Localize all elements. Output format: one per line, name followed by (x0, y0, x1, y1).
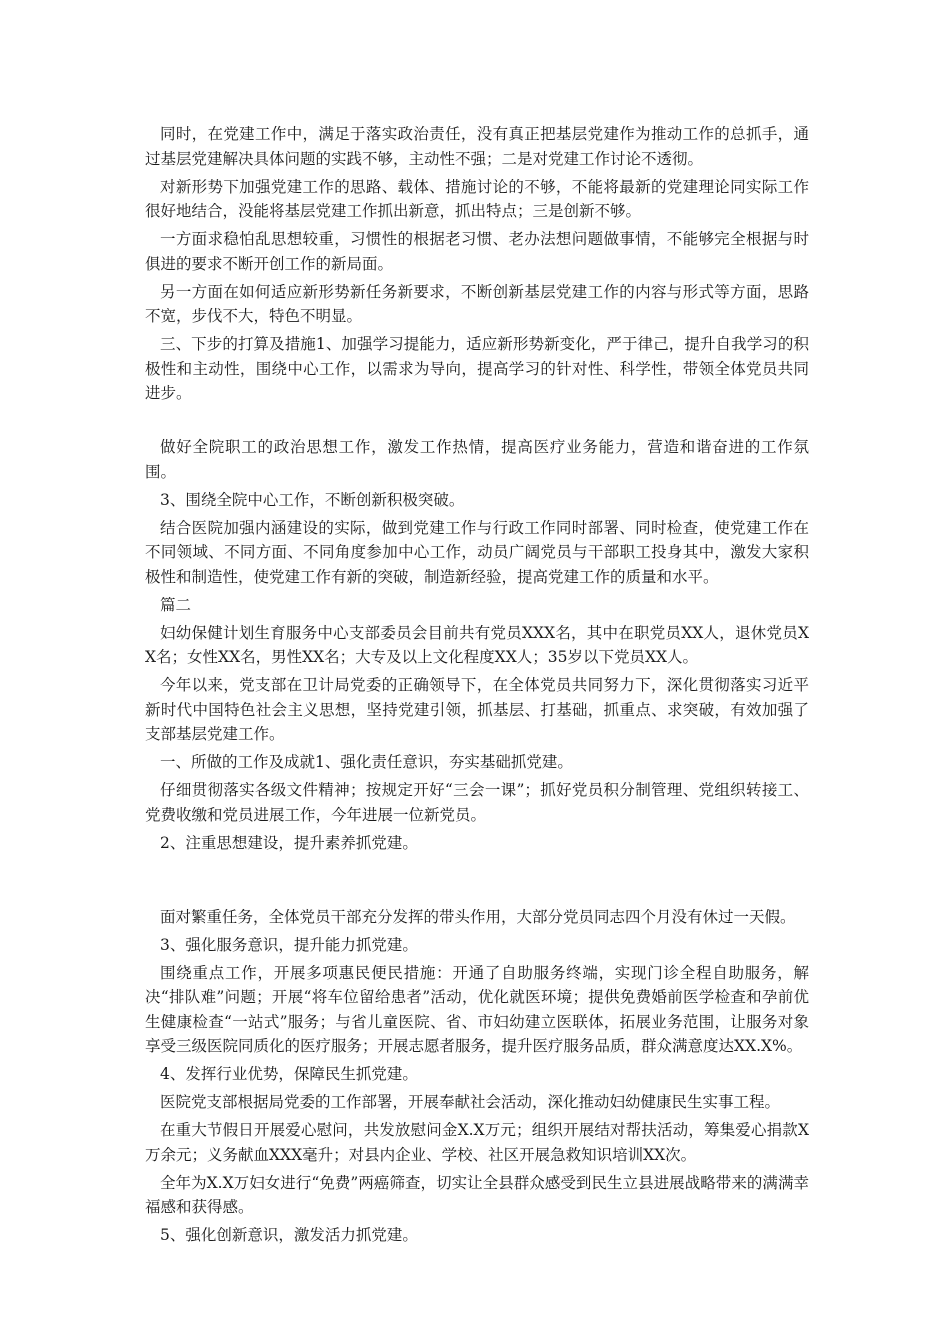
paragraph: 一、所做的工作及成就1、强化责任意识，夯实基础抓党建。 (160, 753, 573, 771)
paragraph: 三、下步的打算及措施1、加强学习提能力，适应新形势新变化，严于律己，提升自我学习的积极性和主动性，围绕中心工作，以需求为导向，提高学习的针对性、科学性，带领全体党员共同进步。 (145, 335, 809, 402)
paragraph: 3、强化服务意识，提升能力抓党建。 (160, 935, 418, 954)
section-heading: 篇二 (160, 595, 192, 614)
paragraph: 另一方面在如何适应新形势新任务新要求，不断创新基层党建工作的内容与形式等方面，思路不宽，步伐不大，特色不明显。 (145, 282, 809, 325)
paragraph: 同时，在党建工作中，满足于落实政治责任，没有真正把基层党建作为推动工作的总抓手，通过基层党建解决具体问题的实践不够，主动性不强；二是对党建工作讨论不透彻。 (145, 125, 809, 168)
paragraph: 仔细贯彻落实各级文件精神；按规定开好“三会一课”；抓好党员积分制管理、党组织转接工、党费收缴和党员进展工作，今年进展一位新党员。 (145, 781, 809, 824)
section-break (145, 409, 809, 435)
paragraph: 全年为X.X万妇女进行“免费”两癌筛查，切实让全县群众感受到民生立县进展战略带来的满满幸福感和获得感。 (145, 1173, 809, 1216)
paragraph: 5、强化创新意识，激发活力抓党建。 (160, 1226, 418, 1244)
paragraph: 在重大节假日开展爱心慰问，共发放慰问金X.X万元；组织开展结对帮扶活动，筹集爱心捐款X万余元；义务献血XXX毫升；对县内企业、学校、社区开展急救知识培训XX次。 (145, 1121, 809, 1164)
paragraph: 医院党支部根据局党委的工作部署，开展奉献社会活动，深化推动妇幼健康民生实事工程。 (160, 1093, 781, 1111)
paragraph: 做好全院职工的政治思想工作，激发工作热情，提高医疗业务能力，营造和谐奋进的工作氛围。 (145, 438, 809, 481)
section-break (145, 859, 809, 905)
paragraph: 妇幼保健计划生育服务中心支部委员会目前共有党员XXX名，其中在职党员XX人，退休党员XX名；女性XX名，男性XX名；大专及以上文化程度XX人；35岁以下党员XX人。 (145, 623, 809, 666)
paragraph: 4、发挥行业优势，保障民生抓党建。 (160, 1065, 418, 1083)
paragraph: 面对繁重任务，全体党员干部充分发挥的带头作用，大部分党员同志四个月没有休过一天假。 (160, 907, 796, 926)
paragraph: 3、围绕全院中心工作，不断创新积极突破。 (160, 490, 465, 509)
paragraph: 2、注重思想建设，提升素养抓党建。 (160, 833, 418, 852)
paragraph: 对新形势下加强党建工作的思路、载体、措施讨论的不够，不能将最新的党建理论同实际工作很好地结合，没能将基层党建工作抓出新意，抓出特点；三是创新不够。 (145, 177, 809, 220)
paragraph: 一方面求稳怕乱思想较重，习惯性的根据老习惯、老办法想问题做事情，不能够完全根据与时俱进的要求不断开创工作的新局面。 (145, 230, 809, 273)
document-body (145, 122, 809, 1251)
paragraph: 结合医院加强内涵建设的实际，做到党建工作与行政工作同时部署、同时检查，使党建工作在不同领域、不同方面、不同角度参加中心工作，动员广阔党员与干部职工投身其中，激发大家积极性和制造性，使党建工作有新的突破，制造新经验，提高党建工作的质量和水平。 (145, 518, 809, 586)
paragraph: 今年以来，党支部在卫计局党委的正确领导下，在全体党员共同努力下，深化贯彻落实习近平新时代中国特色社会主义思想，坚持党建引领，抓基层、打基础，抓重点、求突破，有效加强了支部基层党建工作。 (145, 676, 809, 743)
paragraph: 围绕重点工作，开展多项惠民便民措施：开通了自助服务终端，实现门诊全程自助服务，解决“排队难”问题；开展“将车位留给患者”活动，优化就医环境；提供免费婚前医学检查和孕前优生健康检查“一站式”服务；与省儿童医院、省、市妇幼建立医联体，拓展业务范围，让服务对象享受三级医院同质化的医疗服务；开展志愿者服务，提升医疗服务品质，群众满意度达XX.X%。 (145, 963, 809, 1055)
